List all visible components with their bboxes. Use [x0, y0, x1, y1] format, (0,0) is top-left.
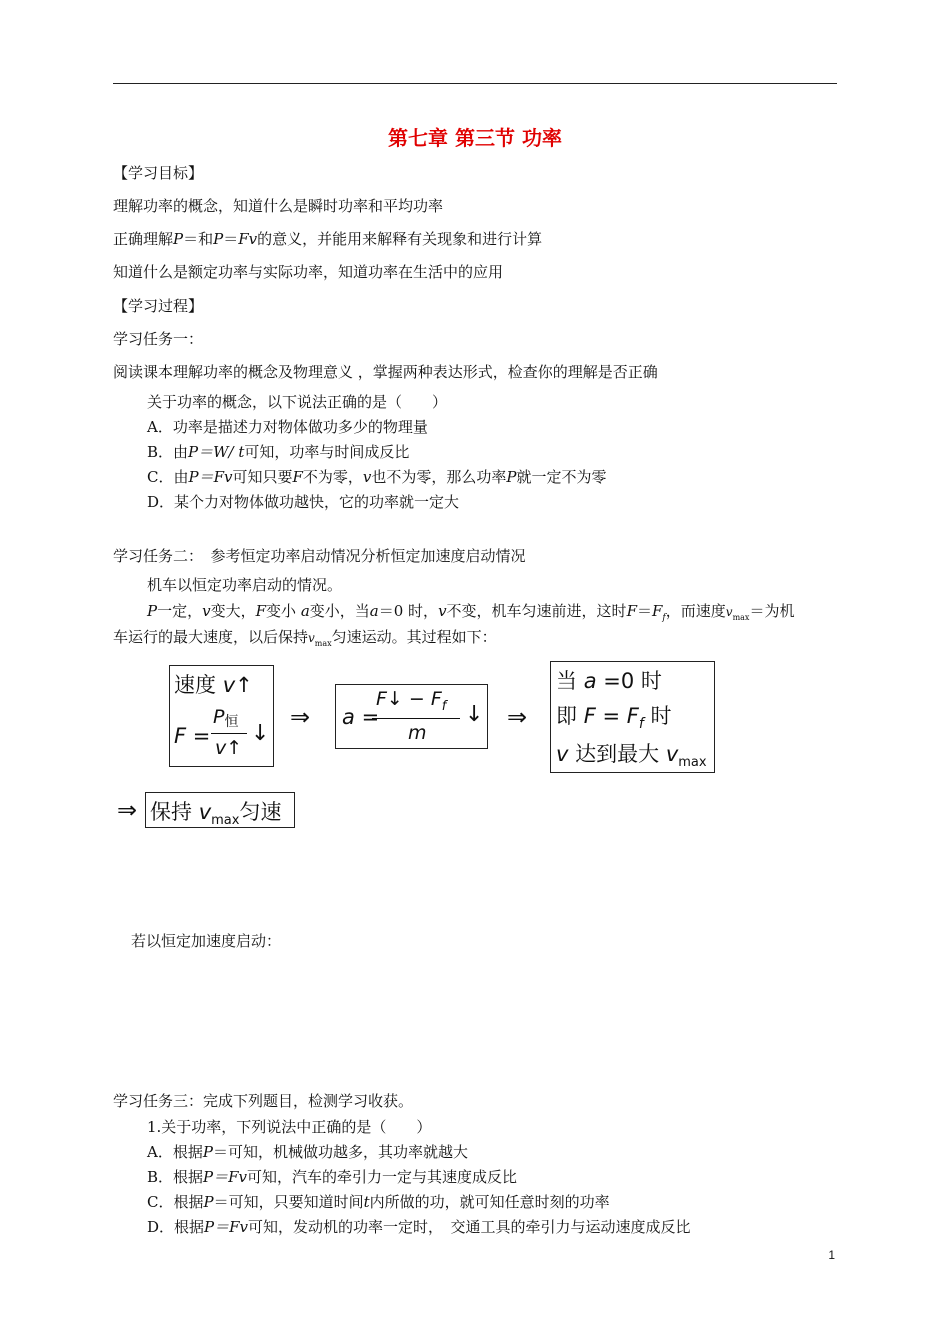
- objectives-heading: 【学习目标】: [113, 164, 204, 182]
- box2-fraction-bar: [372, 718, 460, 719]
- box1-fraction-bar: [211, 733, 247, 734]
- process-heading: 【学习过程】: [113, 297, 204, 315]
- constant-acceleration-prompt: 若以恒定加速度启动：: [131, 932, 282, 950]
- box3-line1: 当 a =0 时: [556, 669, 662, 693]
- task3-option-b: B．根据P＝Fv可知，汽车的牵引力一定与其速度成反比: [147, 1168, 518, 1186]
- box1-F-label: F =: [174, 724, 211, 748]
- implies-arrow-3: ⇒: [117, 796, 138, 824]
- header-rule: [113, 83, 837, 84]
- box4-text: 保持 $v_{max}$匀速: [150, 800, 282, 829]
- diagram-box-speed: [169, 665, 274, 767]
- box2-a-label: a =: [342, 705, 380, 729]
- task2-subheading: 机车以恒定功率启动的情况。: [147, 576, 343, 594]
- task3-option-d: D．根据P＝Fv可知，发动机的功率一定时， 交通工具的牵引力与运动速度成反比: [147, 1218, 691, 1236]
- box3-line2: 即 $F = F_f$ 时: [556, 704, 672, 733]
- task2-paragraph-line1: P一定，v变大，F变小 a变小，当a＝0 时，v不变，机车匀速前进，这时$F=F_f$，而速度$v_{max}=$为机: [147, 602, 795, 623]
- objective-2: 正确理解P＝和P＝Fv的意义，并能用来解释有关现象和进行计算: [113, 230, 543, 248]
- diagram-box-constant: [145, 792, 295, 828]
- task2-label: 学习任务二： 参考恒定功率启动情况分析恒定加速度启动情况: [113, 547, 526, 565]
- objective-1: 理解功率的概念，知道什么是瞬时功率和平均功率: [113, 197, 444, 215]
- task1-question: 关于功率的概念，以下说法正确的是（ ）: [147, 393, 448, 411]
- box1-down-arrow: ↓: [251, 721, 270, 746]
- page-title: 第七章 第三节 功率: [388, 126, 562, 150]
- task1-option-d: D．某个力对物体做功越快，它的功率就一定大: [147, 493, 460, 511]
- box3-line3: v 达到最大 $v_{max}$: [556, 742, 707, 771]
- box2-numerator: F↓ − $F_f$: [376, 688, 447, 714]
- diagram-box-result: [550, 661, 715, 773]
- page-number: 1: [828, 1248, 835, 1262]
- task1-option-c: C．由P＝Fv可知只要F不为零，v也不为零，那么功率P就一定不为零: [147, 468, 607, 486]
- implies-arrow-2: ⇒: [507, 703, 528, 731]
- diagram-box-accel: [335, 684, 488, 749]
- box2-down-arrow: ↓: [465, 702, 484, 727]
- box2-denominator: m: [408, 722, 427, 744]
- task3-question: 1.关于功率，下列说法中正确的是（ ）: [147, 1118, 432, 1136]
- objective-3: 知道什么是额定功率与实际功率，知道功率在生活中的应用: [113, 263, 504, 281]
- task1-option-a: A．功率是描述力对物体做功多少的物理量: [147, 418, 428, 436]
- task3-label: 学习任务三：完成下列题目，检测学习收获。: [113, 1092, 414, 1110]
- task1-intro: 阅读课本理解功率的概念及物理意义 ，掌握两种表达形式，检查你的理解是否正确: [113, 363, 658, 381]
- box1-denominator: v↑: [215, 737, 243, 759]
- task1-label: 学习任务一：: [113, 330, 204, 348]
- box1-line1: 速度 v↑: [174, 673, 253, 697]
- box1-numerator: P恒: [213, 706, 239, 730]
- task3-option-a: A．根据P＝可知，机械做功越多，其功率就越大: [147, 1143, 468, 1161]
- task3-option-c: C．根据P＝可知，只要知道时间t内所做的功，就可知任意时刻的功率: [147, 1193, 610, 1211]
- task1-option-b: B．由P＝W/ t可知，功率与时间成反比: [147, 443, 410, 461]
- task2-paragraph-line2: 车运行的最大速度，以后保持$v_{max}$匀速运动。其过程如下：: [113, 628, 497, 648]
- implies-arrow-1: ⇒: [290, 703, 311, 731]
